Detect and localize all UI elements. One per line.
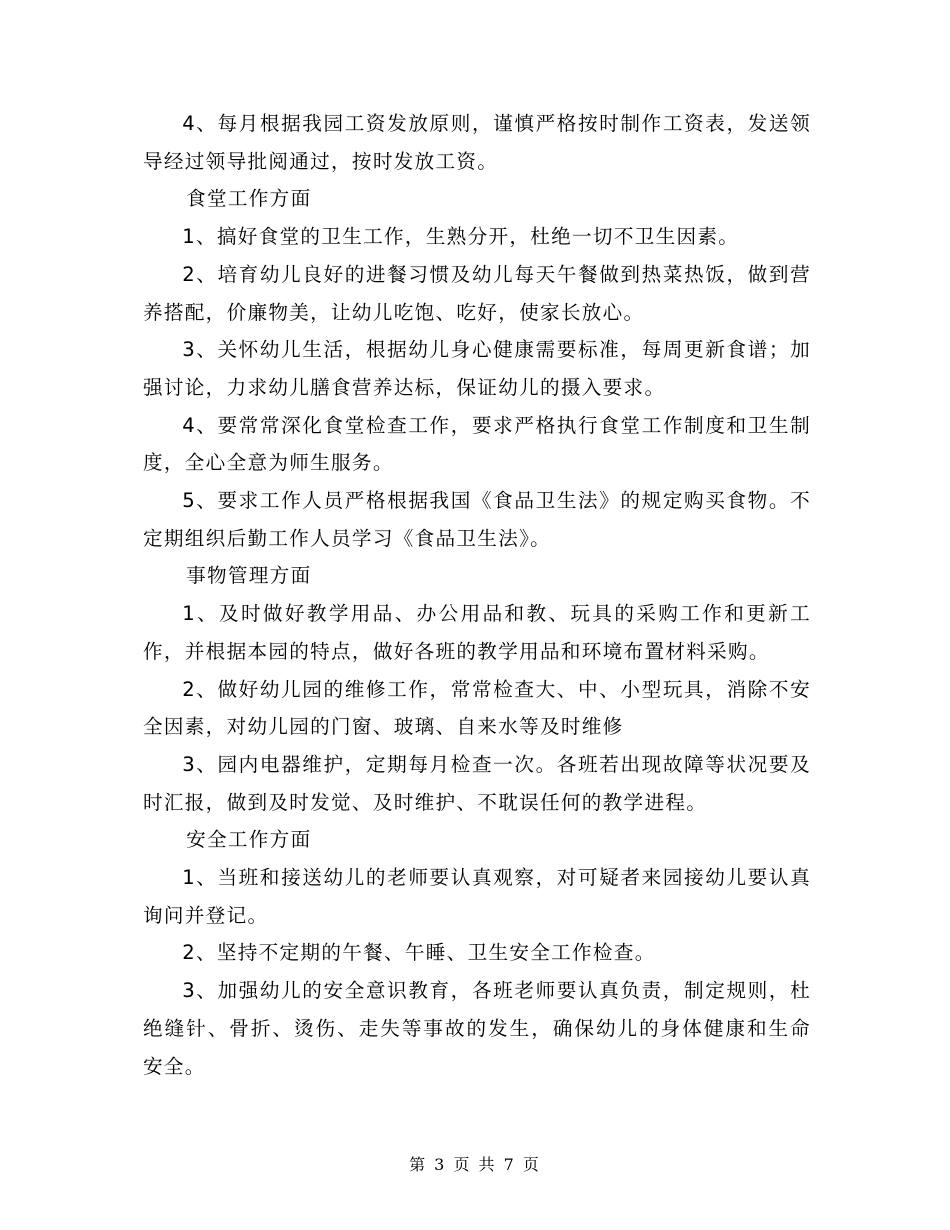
- paragraph: 4、要常常深化食堂检查工作，要求严格执行食堂工作制度和卫生制度，全心全意为师生服务。: [143, 413, 811, 475]
- section-heading-safety: 安全工作方面: [186, 828, 312, 852]
- section-heading-canteen: 食堂工作方面: [186, 187, 312, 211]
- paragraph: 2、培育幼儿良好的进餐习惯及幼儿每天午餐做到热菜热饭，做到营养搭配，价廉物美，让幼儿吃饱、吃好，使家长放心。: [143, 262, 811, 324]
- page-footer: 第 3 页 共 7 页: [409, 1155, 541, 1174]
- paragraph: 5、要求工作人员严格根据我国《食品卫生法》的规定购买食物。不定期组织后勤工作人员学习《食品卫生法》。: [143, 489, 811, 550]
- section-heading-affairs: 事物管理方面: [186, 564, 312, 588]
- paragraph: 2、做好幼儿园的维修工作，常常检查大、中、小型玩具，消除不安全因素，对幼儿园的门窗、玻璃、自来水等及时维修: [143, 677, 811, 739]
- paragraph: 3、加强幼儿的安全意识教育，各班老师要认真负责，制定规则，杜绝缝针、骨折、烫伤、走失等事故的发生，确保幼儿的身体健康和生命安全。: [143, 979, 811, 1078]
- document-body: [143, 105, 811, 1085]
- paragraph: 1、及时做好教学用品、办公用品和教、玩具的采购工作和更新工作，并根据本园的特点，做好各班的教学用品和环境布置材料采购。: [143, 602, 811, 663]
- paragraph: 4、每月根据我园工资发放原则，谨慎严格按时制作工资表，发送领导经过领导批阅通过，按时发放工资。: [143, 112, 811, 173]
- paragraph: 3、园内电器维护，定期每月检查一次。各班若出现故障等状况要及时汇报，做到及时发觉、及时维护、不耽误任何的教学进程。: [143, 752, 811, 814]
- paragraph: 3、关怀幼儿生活，根据幼儿身心健康需要标准，每周更新食谱；加强讨论，力求幼儿膳食营养达标，保证幼儿的摄入要求。: [143, 338, 811, 399]
- paragraph: 1、当班和接送幼儿的老师要认真观察，对可疑者来园接幼儿要认真询问并登记。: [143, 866, 811, 927]
- paragraph: 1、搞好食堂的卫生工作，生熟分开，杜绝一切不卫生因素。: [182, 225, 740, 249]
- paragraph: 2、坚持不定期的午餐、午睡、卫生安全工作检查。: [182, 941, 656, 965]
